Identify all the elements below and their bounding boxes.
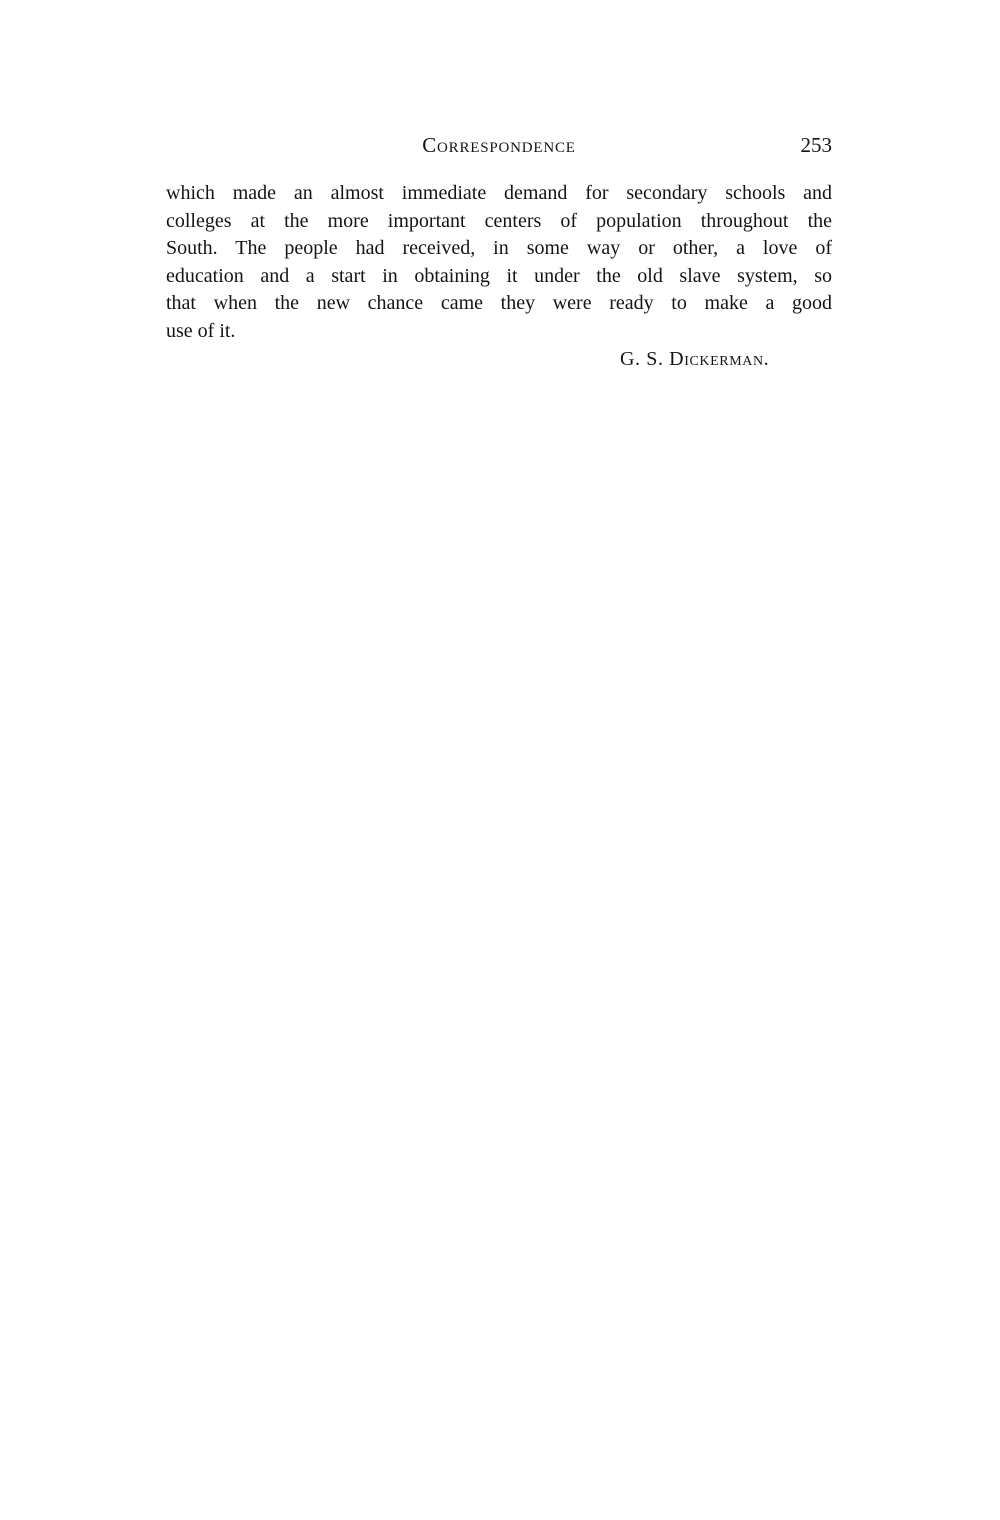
paragraph-line: which made an almost immediate demand for secondary schools and [166,182,832,204]
paragraph-line: education and a start in obtaining it under the old slave system, so [166,264,832,287]
paragraph-line: use of it. [166,319,236,342]
body-paragraph [166,180,832,346]
page-number: 253 [800,133,832,157]
paragraph-line: that when the new chance came they were ready to make a good [166,292,832,315]
author-signature: G. S. Dickerman. [620,348,770,370]
header-title: Correspondence [422,133,576,157]
running-header [166,131,832,161]
paragraph-line: South. The people had received, in some way or other, a love of [166,237,832,260]
paragraph-line: colleges at the more important centers of population throughout the [166,209,832,232]
